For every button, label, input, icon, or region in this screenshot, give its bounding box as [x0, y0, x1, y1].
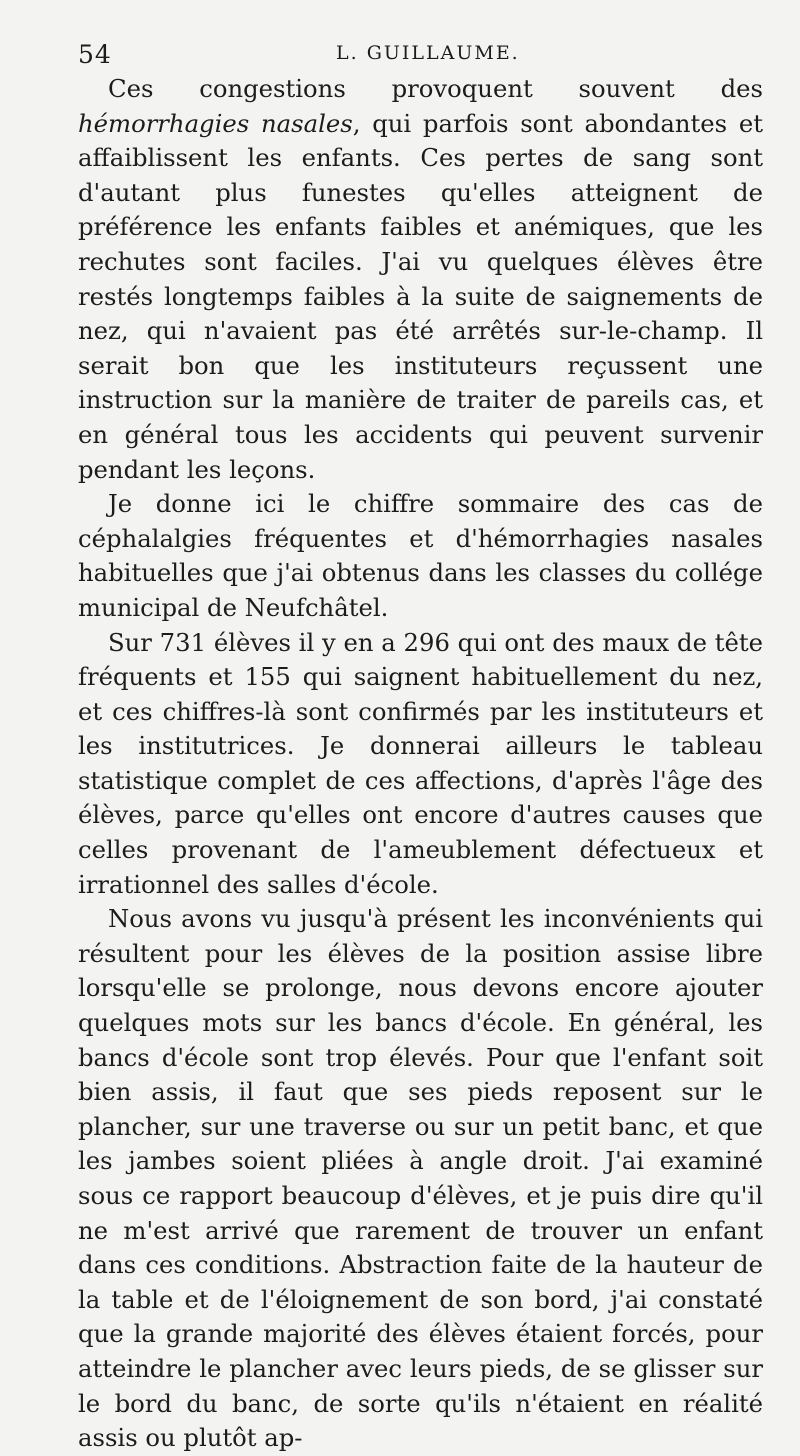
body-text — [78, 72, 763, 1456]
text-run: Nous avons vu jusqu'à présent les inconvénients qui résultent pour les élèves de la position assise libre lorsqu'elle se prolonge, nous devons encore ajouter quelques mots sur les bancs d'école. En général, les bancs d'école sont trop élevés. Pour que l'enfant soit bien assis, il faut que ses pieds reposent sur le plancher, sur une traverse ou sur un petit banc, et que les jambes soient pliées à angle droit. J'ai examiné sous ce rapport beaucoup d'élèves, et je puis dire qu'il ne m'est arrivé que rarement de trouver un enfant dans ces conditions. Abstraction faite de la hauteur de la table et de l'éloignement de son bord, j'ai constaté que la grande majorité des élèves étaient forcés, pour atteindre le plancher avec leurs pieds, de se glisser sur le bord du banc, de sorte qu'ils n'étaient en réalité assis ou plutôt ap- — [78, 904, 763, 1453]
italic-text: hémorrhagies nasales — [78, 108, 353, 138]
paragraph — [78, 72, 763, 487]
text-run: Ces congestions provoquent souvent des — [108, 74, 763, 103]
paragraph — [78, 626, 763, 903]
paragraph — [78, 902, 763, 1456]
page-header — [78, 30, 752, 70]
text-run: Je donne ici le chiffre sommaire des cas de céphalalgies fréquentes et d'hémorrhagies nasales habituelles que j'ai obtenus dans les classes du collége municipal de Neufchâtel. — [78, 489, 763, 622]
page-number: 54 — [78, 40, 112, 69]
running-head: L. GUILLAUME. — [336, 42, 520, 64]
text-run: , qui parfois sont abondantes et affaiblissent les enfants. Ces pertes de sang sont d'autant plus funestes qu'elles atteignent de préférence les enfants faibles et anémiques, que les rechutes sont faciles. J'ai vu quelques élèves être restés longtemps faibles à la suite de saignements de nez, qui n'avaient pas été arrêtés sur-le-champ. Il serait bon que les instituteurs reçussent une instruction sur la manière de traiter de pareils cas, et en général tous les accidents qui peuvent survenir pendant les leçons. — [78, 108, 763, 484]
paragraph — [78, 487, 763, 625]
text-run: Sur 731 élèves il y en a 296 qui ont des maux de tête fréquents et 155 qui saignent habituellement du nez, et ces chiffres-là sont confirmés par les instituteurs et les institutrices. Je donnerai ailleurs le tableau statistique complet de ces affections, d'après l'âge des élèves, parce qu'elles ont encore d'autres causes que celles provenant de l'ameublement défectueux et irrationnel des salles d'école. — [78, 627, 763, 899]
